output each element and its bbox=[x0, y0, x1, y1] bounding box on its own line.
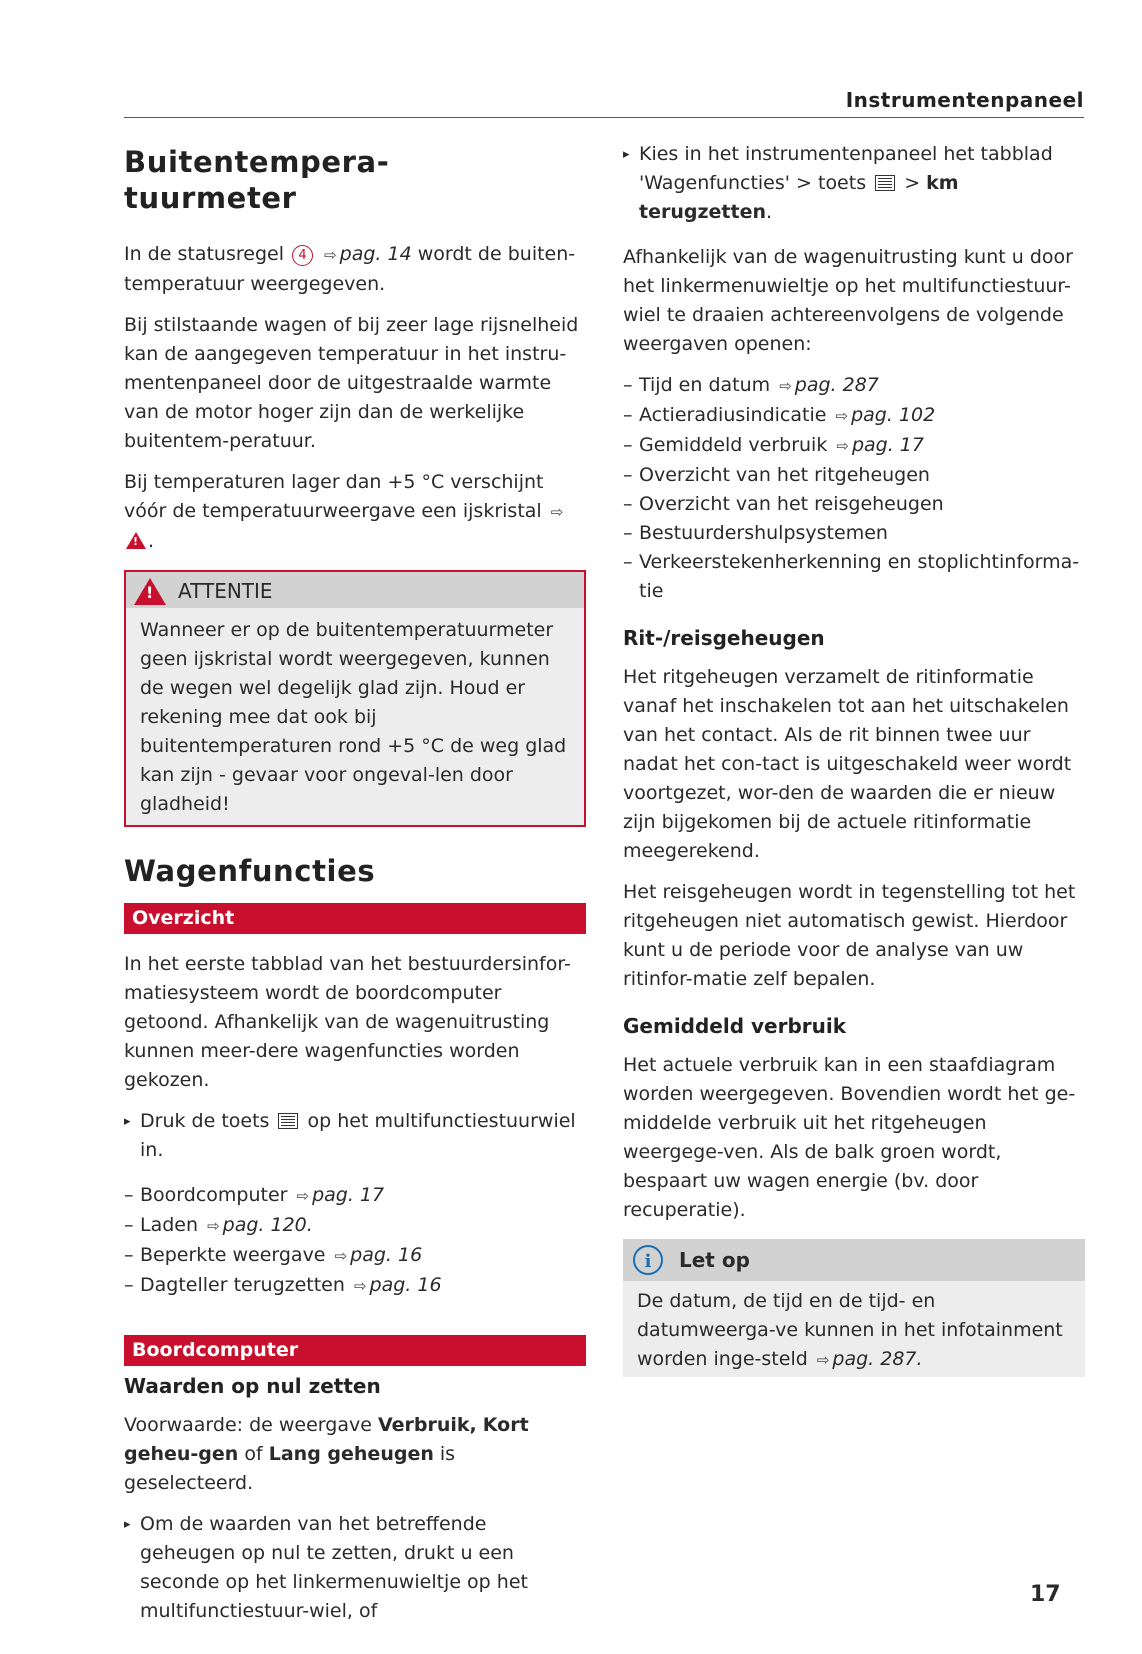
menu-key-icon bbox=[875, 175, 895, 191]
list-item: – Overzicht van het reisgeheugen bbox=[623, 493, 944, 515]
info-icon: i bbox=[633, 1245, 663, 1275]
arrow-right-icon: ⇨ bbox=[296, 1187, 310, 1205]
arrow-right-icon: ⇨ bbox=[835, 407, 849, 425]
running-header: Instrumentenpaneel bbox=[124, 84, 1084, 118]
instruction-step: ▸ Om de waarden van het betreffende geheugen op nul te zetten, drukt u een seconde op het linkermenuwieltje op het multifunctiestuur-wiel, of bbox=[124, 1510, 586, 1626]
instruction-step: ▸ Druk de toets op het multifunctiestuurwiel in. bbox=[124, 1107, 586, 1165]
warning-title: ATTENTIE bbox=[178, 578, 273, 603]
page-ref-link[interactable]: pag. 14 bbox=[339, 243, 412, 265]
paragraph-stilstaande: Bij stilstaande wagen of bij zeer lage rijsnelheid kan de aangegeven temperatuur in het instru-mentenpaneel door de uitgestraalde warmte van de motor hoger zijn dan de werkelijke buitentem-peratuur. bbox=[124, 314, 579, 452]
paragraph-overzicht: In het eerste tabblad van het bestuurdersinfor-matiesysteem wordt de boordcomputer getoond. Afhankelijk van de wagenuitrusting kunnen meer-dere wagenfuncties worden gekozen. bbox=[124, 953, 571, 1091]
menu-key-icon bbox=[278, 1113, 298, 1129]
info-box bbox=[623, 1239, 1085, 1377]
warning-box-header bbox=[126, 572, 584, 608]
page-ref-link[interactable]: pag. 16 bbox=[350, 1244, 423, 1266]
list-item: – Overzicht van het ritgeheugen bbox=[623, 464, 930, 486]
callout-number-4: 4 bbox=[292, 245, 313, 266]
paragraph-voorwaarde: Voorwaarde: de weergave Verbruik, Kort geheu-gen of Lang geheugen is geselecteerd. bbox=[124, 1414, 529, 1494]
left-column bbox=[124, 140, 586, 1640]
heading-rit-reisgeheugen: Rit-/reisgeheugen bbox=[623, 626, 825, 650]
arrow-right-icon: ⇨ bbox=[550, 503, 564, 521]
heading-waarden-op-nul-zetten: Waarden op nul zetten bbox=[124, 1374, 381, 1398]
page-ref-link[interactable]: pag. 16 bbox=[369, 1274, 442, 1296]
list-item: – Verkeerstekenherkenning en stoplichtinforma-tie bbox=[623, 551, 1080, 602]
list-item: – Gemiddeld verbruik ⇨ pag. 17 bbox=[623, 434, 924, 456]
warning-text: Wanneer er op de buitentemperatuurmeter geen ijskristal wordt weergegeven, kunnen de wegen wel degelijk glad zijn. Houd er rekening mee dat ook bij buitentemperaturen rond +5 °C de weg glad kan zijn - gevaar voor ongeval-len door gladheid! bbox=[140, 619, 567, 815]
page-ref-link[interactable]: pag. 120. bbox=[222, 1214, 313, 1236]
paragraph-verbruik: Het actuele verbruik kan in een staafdiagram worden weergegeven. Bovendien wordt het ge-middelde verbruik uit het ritgeheugen weergege-ven. Als de balk groen wordt, bespaart uw wagen energie (bv. door recuperatie). bbox=[623, 1054, 1076, 1221]
paragraph-ijskristal: Bij temperaturen lager dan +5 °C verschijnt vóór de temperatuurweergave een ijskristal ⇨!. bbox=[124, 468, 586, 556]
instruction-step: ▸ Kies in het instrumentenpaneel het tabblad 'Wagenfuncties' > toets > km terugzetten. bbox=[623, 140, 1085, 227]
page-ref-link[interactable]: pag. 287 bbox=[794, 374, 879, 396]
list-item: – Beperkte weergave ⇨ pag. 16 bbox=[124, 1244, 423, 1266]
step-marker-icon: ▸ bbox=[124, 1114, 131, 1129]
wagenfuncties-list bbox=[124, 1181, 586, 1301]
warning-box bbox=[124, 570, 586, 827]
right-column bbox=[623, 140, 1085, 1387]
list-item: – Bestuurdershulpsystemen bbox=[623, 522, 888, 544]
step-marker-icon: ▸ bbox=[124, 1517, 131, 1532]
list-item: – Actieradiusindicatie ⇨ pag. 102 bbox=[623, 404, 936, 426]
info-text: De datum, de tijd en de tijd- en datumweerga-ve kunnen in het infotainment worden inge-steld ⇨ pag. 287. bbox=[637, 1290, 1063, 1370]
subsection-bar-boordcomputer: Boordcomputer bbox=[124, 1335, 586, 1366]
list-item: – Dagteller terugzetten ⇨ pag. 16 bbox=[124, 1274, 442, 1296]
arrow-right-icon: ⇨ bbox=[779, 377, 792, 395]
list-item: – Boordcomputer ⇨ pag. 17 bbox=[124, 1184, 385, 1206]
page-ref-link[interactable]: pag. 17 bbox=[851, 434, 924, 456]
arrow-right-icon: ⇨ bbox=[836, 437, 849, 455]
section-title-buitentemperatuurmeter: Buitentempera-tuurmeter bbox=[124, 145, 390, 215]
arrow-right-icon: ⇨ bbox=[353, 1277, 367, 1295]
list-item: – Tijd en datum ⇨ pag. 287 bbox=[623, 374, 879, 396]
warning-triangle-icon[interactable] bbox=[126, 532, 146, 549]
page-ref-link[interactable]: pag. 17 bbox=[312, 1184, 385, 1206]
section-title-wagenfuncties: Wagenfuncties bbox=[124, 854, 376, 888]
page-number: 17 bbox=[1030, 1582, 1061, 1607]
info-title: Let op bbox=[679, 1247, 750, 1272]
warning-triangle-icon bbox=[134, 578, 166, 605]
page-ref-link[interactable]: pag. 287. bbox=[832, 1348, 923, 1370]
heading-gemiddeld-verbruik: Gemiddeld verbruik bbox=[623, 1014, 847, 1038]
arrow-right-icon: ⇨ bbox=[816, 1351, 830, 1369]
weergaven-list bbox=[623, 371, 1085, 606]
subsection-bar-overzicht: Overzicht bbox=[124, 903, 586, 934]
paragraph-afhankelijk: Afhankelijk van de wagenuitrusting kunt u door het linkermenuwieltje op het multifunctiestuur-wiel te draaien achtereenvolgens de volgende weergaven openen: bbox=[623, 246, 1073, 355]
page-ref-link[interactable]: pag. 102 bbox=[851, 404, 936, 426]
paragraph-reisgeheugen: Het reisgeheugen wordt in tegenstelling tot het ritgeheugen niet automatisch gewist. Hierdoor kunt u de periode voor de analyse van uw ritinfor-matie zelf bepalen. bbox=[623, 881, 1076, 990]
paragraph-ritgeheugen: Het ritgeheugen verzamelt de ritinformatie vanaf het inschakelen tot aan het uitschakelen van het contact. Als de rit binnen twee uur nadat het con-tact is uitgeschakeld weer wordt voortgezet, wor-den de waarden die er nieuw zijn bijgekomen bij de actuele ritinformatie meegerekend. bbox=[623, 666, 1072, 862]
paragraph-statusregel: In de statusregel 4 ⇨ pag. 14 wordt de buiten-temperatuur weergegeven. bbox=[124, 243, 576, 295]
arrow-right-icon: ⇨ bbox=[334, 1247, 348, 1265]
info-box-header bbox=[623, 1239, 1085, 1281]
arrow-right-icon: ⇨ bbox=[207, 1217, 220, 1235]
step-marker-icon: ▸ bbox=[623, 147, 630, 162]
arrow-right-icon: ⇨ bbox=[324, 246, 337, 264]
list-item: – Laden ⇨ pag. 120. bbox=[124, 1214, 313, 1236]
